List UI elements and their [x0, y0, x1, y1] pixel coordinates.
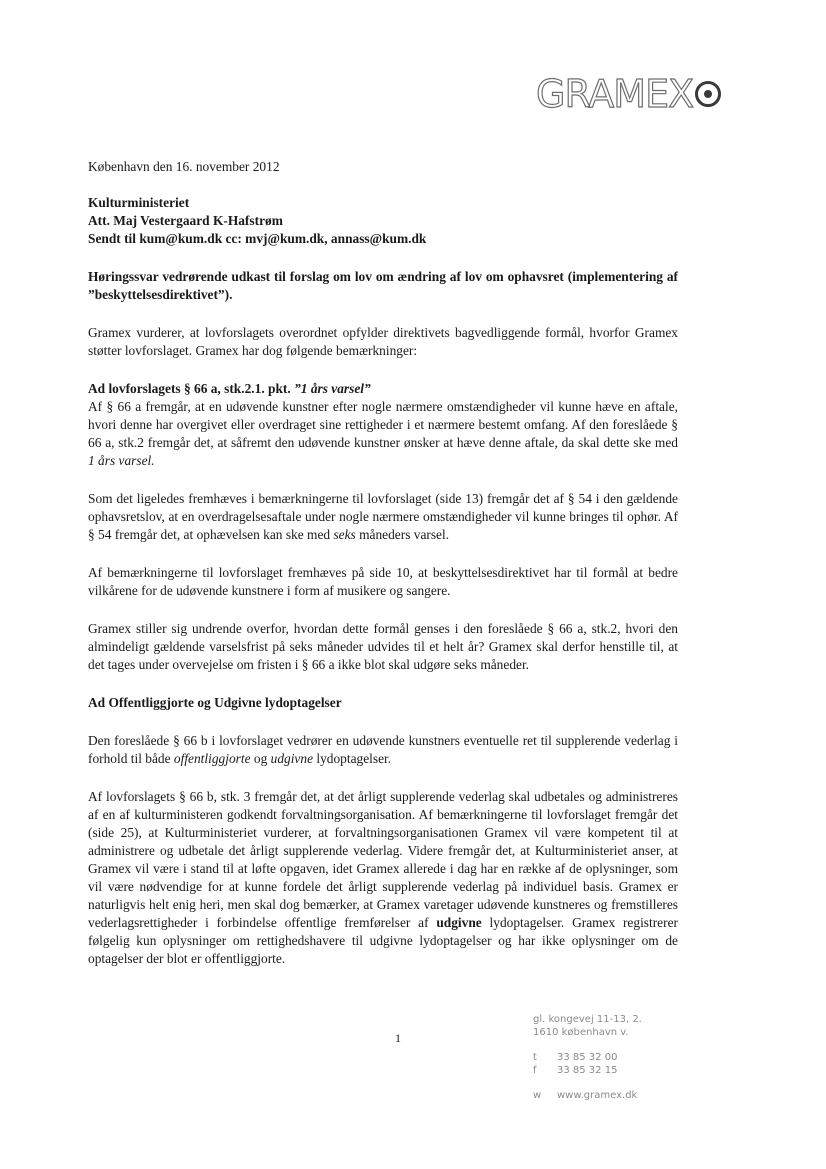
intro-paragraph: Gramex vurderer, at lovforslagets overordnet opfylder direktivets bagvedliggende formål, hvorfor Gramex støtter lovforslaget. Gramex har dog følgende bemærkninger:	[88, 325, 678, 358]
page-number: 1	[395, 1031, 401, 1045]
section1-heading: Ad lovforslagets § 66 a, stk.2.1. pkt. ”1 års varsel”	[88, 381, 371, 396]
letter-subject: Høringssvar vedrørende udkast til forslag om lov om ændring af lov om ophavsret (implementering af ”beskyttelsesdirektivet”).	[88, 269, 678, 302]
footer-web-row	[533, 1089, 642, 1102]
footer-phone-row	[533, 1051, 642, 1064]
recipient-block	[88, 194, 678, 248]
footer-fax-row	[533, 1064, 642, 1077]
footer-address-line1: gl. kongevej 11-13, 2.	[533, 1014, 642, 1025]
gramex-logo	[536, 72, 721, 116]
footer-address-line2: 1610 københavn v.	[533, 1027, 629, 1038]
section1-paragraph4: Gramex stiller sig undrende overfor, hvordan dette formål genses i den foreslåede § 66 a, stk.2, hvori den almindeligt gældende varselsfrist på seks måneder udvides til et helt år? Gramex skal derfor henstille til, at det tages under overvejelse om fristen i § 66 a ikke blot skal udgøre seks måneder.	[88, 621, 678, 672]
phone-number: 33 85 32 00	[557, 1052, 618, 1063]
fax-number: 33 85 32 15	[557, 1065, 618, 1076]
web-label: w	[533, 1090, 542, 1101]
section1-paragraph3: Af bemærkningerne til lovforslaget fremhæves på side 10, at beskyttelsesdirektivet har til formål at bedre vilkårene for de udøvende kunstnere i form af musikere og sangere.	[88, 565, 678, 598]
footer-contact	[533, 1013, 642, 1102]
letter-date: København den 16. november 2012	[88, 159, 280, 174]
phone-label: t	[533, 1052, 537, 1063]
letter-body	[88, 158, 678, 968]
section2-paragraph2: Af lovforslagets § 66 b, stk. 3 fremgår det, at det årligt supplerende vederlag skal udbetales og administreres af en af kulturministeren godkendt forvaltningsorganisation. Af bemærkningerne til lovforslaget fremgår det (side 25), at Kulturministeriet vurderer, at forvaltningsorganisationen Gramex vil være kompetent til at administrere og udbetale det årligt supplerende vederlag. Videre fremgår det, at Kulturministeriet anser, at Gramex vil være i stand til at løfte opgaven, idet Gramex allerede i dag har en række af de oplysninger, som vil være nødvendige for at kunne fordele det årligt supplerende vederlag på individuel basis. Gramex er naturligvis helt enig heri, men skal dog bemærker, at Gramex varetager udøvende kunstneres og fremstilleres vederlagsrettigheder i forbindelse offentlige fremførelser af udgivne lydoptagelser. Gramex registrerer følgelig kun oplysninger om rettighedshavere til udgivne lydoptagelser og har ikke oplysninger om de optagelser der blot er offentliggjorte.	[88, 789, 678, 966]
website-link[interactable]: www.gramex.dk	[557, 1090, 638, 1101]
section2-paragraph1: Den foreslåede § 66 b i lovforslaget vedrører en udøvende kunstners eventuelle ret til supplerende vederlag i forhold til både offentliggjorte og udgivne lydoptagelser.	[88, 733, 678, 766]
recipient-sent: Sendt til kum@kum.dk cc: mvj@kum.dk, annass@kum.dk	[88, 231, 427, 246]
logo-text: GRAMEX	[536, 72, 694, 116]
recipient-att: Att. Maj Vestergaard K-Hafstrøm	[88, 213, 283, 228]
fax-label: f	[533, 1065, 537, 1076]
recipient-name: Kulturministeriet	[88, 195, 190, 210]
section1-paragraph2: Som det ligeledes fremhæves i bemærkningerne til lovforslaget (side 13) fremgår det af § 54 i den gældende ophavsretslov, at en overdragelsesaftale under nogle nærmere omstændigheder vil kunne bringes til ophør. Af § 54 fremgår det, at ophævelsen kan ske med seks måneders varsel.	[88, 491, 678, 542]
record-icon	[695, 81, 721, 107]
section2-heading: Ad Offentliggjorte og Udgivne lydoptagelser	[88, 695, 342, 710]
section1-paragraph1: Af § 66 a fremgår, at en udøvende kunstner efter nogle nærmere omstændigheder vil kunne hæve en aftale, hvori denne har overgivet eller overdraget sine rettigheder i et nærmere bestemt omfang. Af den foreslåede § 66 a, stk.2 fremgår det, at såfremt den udøvende kunstner ønsker at hæve denne aftale, da skal dette ske med 1 års varsel.	[88, 399, 678, 468]
